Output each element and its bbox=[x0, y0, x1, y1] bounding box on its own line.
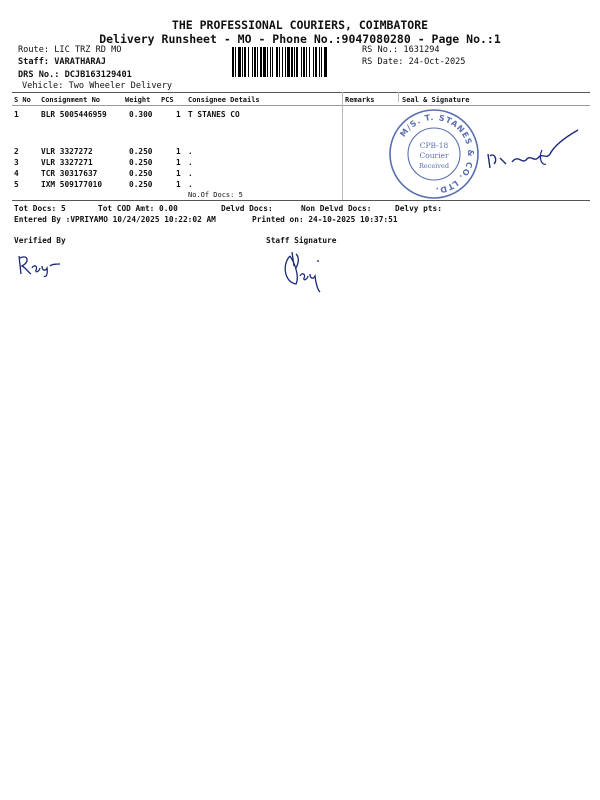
entered-by: Entered By :VPRIYAMO 10/24/2025 10:22:02 AM bbox=[14, 215, 216, 224]
staff-signature bbox=[278, 246, 328, 294]
seal-column-divider bbox=[398, 92, 399, 102]
rs-number: RS No.: 1631294 bbox=[362, 45, 440, 55]
row-sno: 5 bbox=[14, 180, 19, 189]
row-consignee: . bbox=[188, 169, 193, 178]
drs-number: DRS No.: DCJB163129401 bbox=[18, 70, 132, 80]
table-row bbox=[0, 180, 600, 191]
row-pcs: 1 bbox=[176, 180, 181, 189]
receiver-signature bbox=[484, 124, 584, 174]
row-consignment: BLR 5005446959 bbox=[41, 110, 107, 119]
delivered-docs: Delvd Docs: bbox=[221, 204, 273, 213]
stamp-center-received: Received bbox=[419, 162, 449, 170]
col-header-consignee: Consignee Details bbox=[188, 96, 260, 104]
barcode bbox=[232, 47, 357, 77]
row-sno: 4 bbox=[14, 169, 19, 178]
rs-date: RS Date: 24-Oct-2025 bbox=[362, 57, 466, 67]
runsheet-subtitle: Delivery Runsheet - MO - Phone No.:9047080280 - Page No.:1 bbox=[99, 32, 501, 46]
col-header-sno: S No bbox=[14, 96, 31, 104]
col-header-pcs: PCS bbox=[161, 96, 174, 104]
row-consignee: . bbox=[188, 147, 193, 156]
staff-signature-label: Staff Signature bbox=[266, 236, 337, 245]
row-weight: 0.300 bbox=[129, 110, 153, 119]
company-seal-stamp bbox=[388, 108, 480, 200]
delivery-points: Delvy pts: bbox=[395, 204, 442, 213]
route-label: Route: LIC TRZ RD MO bbox=[18, 45, 122, 55]
row-weight: 0.250 bbox=[129, 147, 153, 156]
verifier-signature bbox=[16, 252, 66, 278]
row-pcs: 1 bbox=[176, 169, 181, 178]
col-header-seal: Seal & Signature bbox=[402, 96, 470, 104]
table-row bbox=[0, 110, 600, 121]
table-top-rule bbox=[12, 92, 590, 93]
row-weight: 0.250 bbox=[129, 158, 153, 167]
row-pcs: 1 bbox=[176, 158, 181, 167]
row-pcs: 1 bbox=[176, 147, 181, 156]
stamp-ring-text: M/S. T. STANES & CO. LTD. bbox=[398, 112, 476, 196]
row-consignee: . bbox=[188, 180, 193, 189]
row-weight: 0.250 bbox=[129, 180, 153, 189]
row-consignment: TCR 30317637 bbox=[41, 169, 98, 178]
staff-label: Staff: VARATHARAJ bbox=[18, 57, 106, 67]
total-cod-amount: Tot COD Amt: 0.00 bbox=[98, 204, 178, 213]
row-consignee: T STANES CO bbox=[188, 110, 240, 119]
row-sno: 2 bbox=[14, 147, 19, 156]
row-consignment: VLR 3327272 bbox=[41, 147, 93, 156]
total-docs: Tot Docs: 5 bbox=[14, 204, 66, 213]
col-header-weight: Weight bbox=[125, 96, 151, 104]
no-of-docs: No.Of Docs: 5 bbox=[188, 191, 243, 199]
row-weight: 0.250 bbox=[129, 169, 153, 178]
row-consignment: VLR 3327271 bbox=[41, 158, 93, 167]
printed-on: Printed on: 24-10-2025 10:37:51 bbox=[252, 215, 398, 224]
verified-by-label: Verified By bbox=[14, 236, 66, 245]
vehicle-label: Vehicle: Two Wheeler Delivery bbox=[22, 81, 173, 91]
row-sno: 3 bbox=[14, 158, 19, 167]
row-sno: 1 bbox=[14, 110, 19, 119]
col-header-consignment: Consignment No bbox=[41, 96, 101, 104]
table-bottom-rule bbox=[12, 200, 590, 201]
row-consignee: . bbox=[188, 158, 193, 167]
row-consignment: IXM 509177010 bbox=[41, 180, 103, 189]
table-header-rule bbox=[12, 105, 590, 106]
company-title: THE PROFESSIONAL COURIERS, COIMBATORE bbox=[171, 18, 429, 32]
col-header-remarks: Remarks bbox=[345, 96, 375, 104]
stamp-center-courier: Courier bbox=[419, 151, 449, 160]
stamp-center-code: CPB-18 bbox=[419, 141, 449, 150]
non-delivered-docs: Non Delvd Docs: bbox=[301, 204, 372, 213]
row-pcs: 1 bbox=[176, 110, 181, 119]
